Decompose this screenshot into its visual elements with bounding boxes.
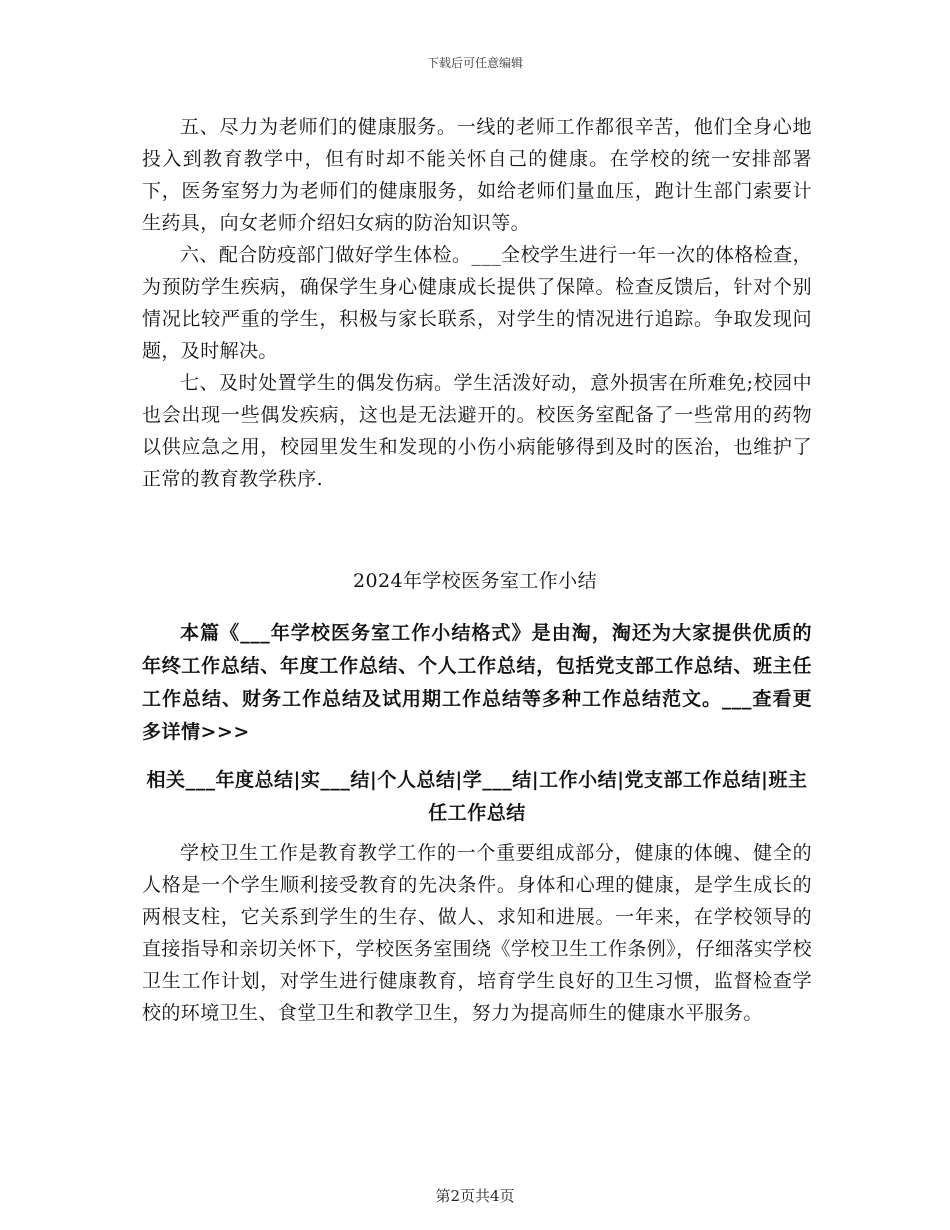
section-two: [142, 837, 812, 1029]
paragraph-seven: 七、及时处置学生的偶发伤病。学生活泼好动，意外损害在所难免;校园中也会出现一些偶发疾病，这也是无法避开的。校医务室配备了一些常用的药物以供应急之用，校园里发生和发现的小伤小病能够得到及时的医治，也维护了正常的教育教学秩序.: [142, 372, 812, 490]
header-note: 下载后可任意编辑: [426, 56, 523, 70]
paragraph-six: 六、配合防疫部门做好学生体检。___全校学生进行一年一次的体格检查，为预防学生疾病，确保学生身心健康成长提供了保障。检查反馈后，针对个别情况比较严重的学生，积极与家长联系，对学生的情况进行追踪。争取发现问题，及时解决。: [142, 244, 812, 362]
section-one: [142, 111, 812, 495]
summary-paragraph: 学校卫生工作是教育教学工作的一个重要组成部分，健康的体魄、健全的人格是一个学生顺利接受教育的先决条件。身体和心理的健康，是学生成长的两根支柱，它关系到学生的生存、做人、求知和进展。一年来，在学校领导的直接指导和亲切关怀下，学校医务室围绕《学校卫生工作条例》，仔细落实学校卫生工作计划，对学生进行健康教育，培育学生良好的卫生习惯，监督检查学校的环境卫生、食堂卫生和教学卫生，努力为提高师生的健康水平服务。: [142, 842, 812, 1024]
page-number: 第2页共4页: [435, 1187, 515, 1205]
paragraph-five: 五、尽力为老师们的健康服务。一线的老师工作都很辛苦，他们全身心地投入到教育教学中，但有时却不能关怀自己的健康。在学校的统一安排部署下，医务室努力为老师们的健康服务，如给老师们量血压，跑计生部门索要计生药具，向女老师介绍妇女病的防治知识等。: [142, 116, 812, 234]
related-links: 相关___年度总结|实___结|个人总结|学___结|工作小结|党支部工作总结|班主任工作总结: [146, 769, 808, 824]
intro-paragraph: 本篇《___年学校医务室工作小结格式》是由淘，淘还为大家提供优质的年终工作总结、年度工作总结、个人工作总结，包括党支部工作总结、班主任工作总结、财务工作总结及试用期工作总结等多种工作总结范文。___查看更多详情>>>: [142, 622, 812, 743]
document-title: 2024年学校医务室工作小结: [353, 570, 597, 592]
